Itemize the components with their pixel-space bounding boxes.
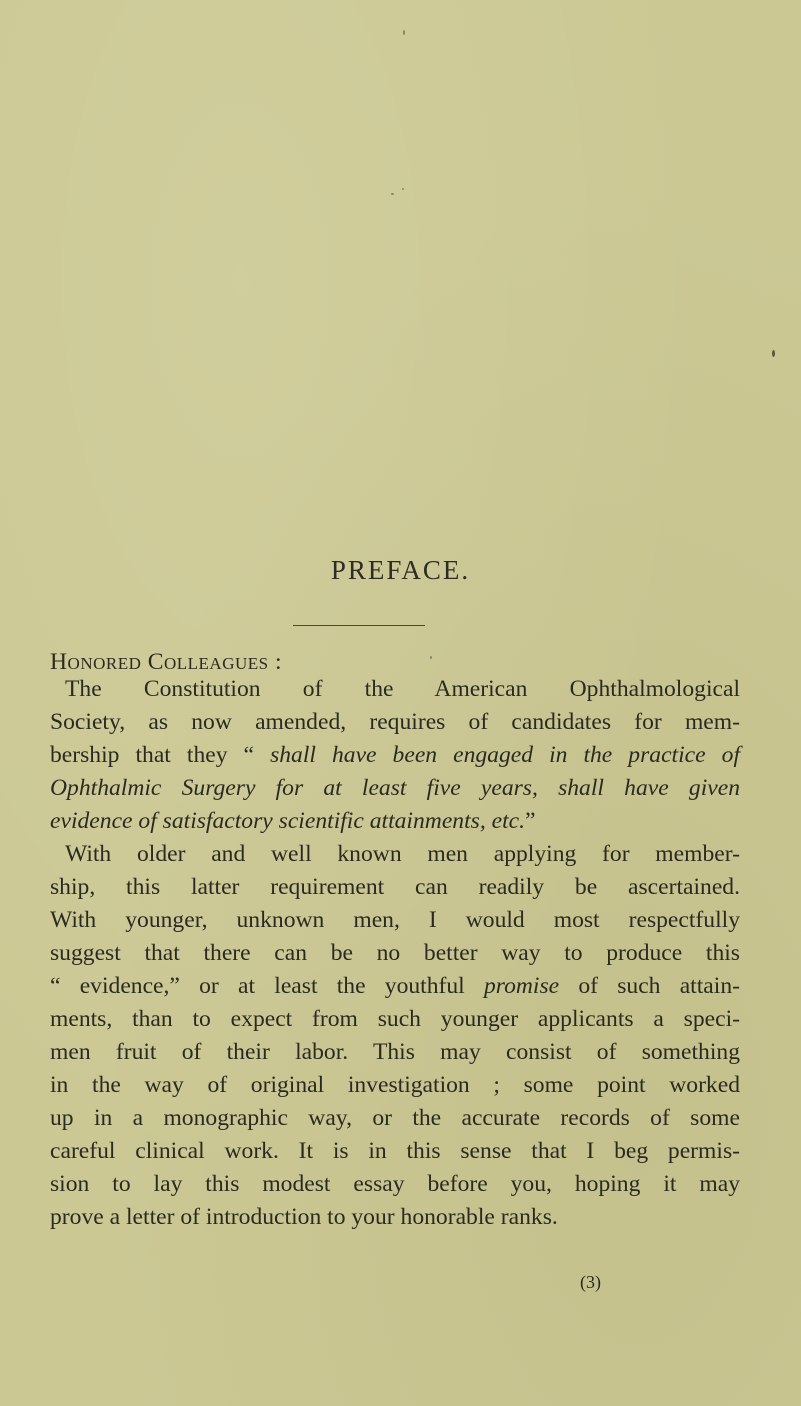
salutation bbox=[50, 649, 740, 676]
body-line: ship, this latter requirement can readily be ascertained. bbox=[50, 874, 740, 900]
body-line: sion to lay this modest essay before you, hoping it may bbox=[50, 1171, 740, 1197]
body-line: prove a letter of introduction to your honorable ranks. bbox=[50, 1204, 558, 1230]
body-line: evidence of satisfactory scientific attainments, etc.” bbox=[50, 808, 536, 834]
body-line: bership that they “ shall have been engaged in the practice of bbox=[50, 742, 740, 768]
title-divider bbox=[293, 625, 425, 626]
body-line: With younger, unknown men, I would most respectfully bbox=[50, 907, 740, 933]
emphasis: shall have been engaged in the practice of bbox=[270, 742, 740, 768]
speck bbox=[402, 188, 404, 190]
speck bbox=[772, 350, 775, 357]
body-line: suggest that there can be no better way to produce this bbox=[50, 940, 740, 966]
body-line: men fruit of their labor. This may consist of something bbox=[50, 1039, 740, 1065]
body-line: Ophthalmic Surgery for at least five years, shall have given bbox=[50, 775, 740, 801]
body-line: ments, than to expect from such younger applicants a speci- bbox=[50, 1006, 740, 1032]
speck bbox=[391, 193, 394, 195]
body-line: Society, as now amended, requires of candidates for mem- bbox=[50, 709, 740, 735]
page-number: (3) bbox=[580, 1272, 601, 1292]
body-line: With older and well known men applying for member- bbox=[65, 841, 740, 867]
body-line: “ evidence,” or at least the youthful promise of such attain- bbox=[50, 973, 740, 999]
page-title: PREFACE. bbox=[330, 555, 471, 585]
body-line: careful clinical work. It is in this sense that I beg permis- bbox=[50, 1138, 740, 1164]
body-line: The Constitution of the American Ophthalmological bbox=[65, 676, 740, 702]
body-line: in the way of original investigation ; some point worked bbox=[50, 1072, 740, 1098]
salutation-text: Honored Colleagues : bbox=[50, 649, 283, 675]
speck bbox=[403, 30, 405, 35]
body-line: up in a monographic way, or the accurate records of some bbox=[50, 1105, 740, 1131]
emphasis: evidence of satisfactory scientific attainments, etc. bbox=[50, 808, 526, 834]
emphasis: promise bbox=[483, 973, 560, 999]
